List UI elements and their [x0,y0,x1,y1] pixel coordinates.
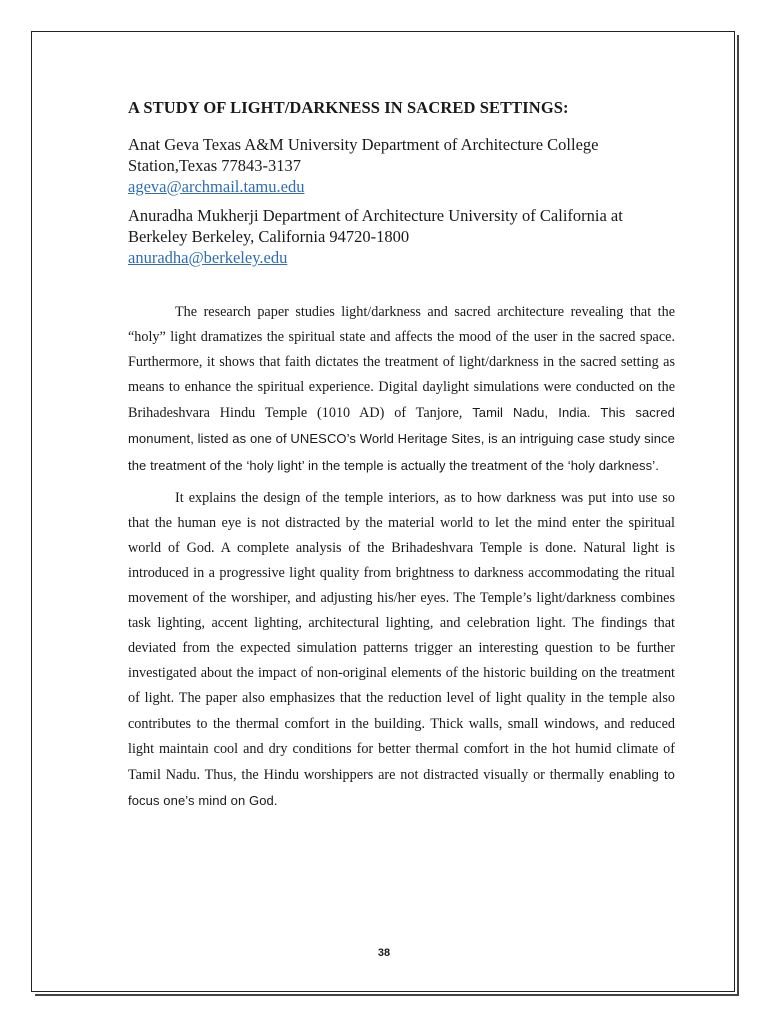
page-content [128,98,675,821]
author-affiliation-2: Anuradha Mukherji Department of Architecture University of California at Berkeley Berkeley, California 94720-1800 [128,206,623,246]
abstract-paragraph-2 [128,486,675,814]
author-email-2[interactable]: anuradha@berkeley.edu [128,248,288,267]
author-affiliation-1: Anat Geva Texas A&M University Department of Architecture College Station,Texas 77843-3137 [128,135,599,175]
abstract-p2-sans: enabling to focus one’s mind on God. [128,766,675,808]
abstract-p1-serif: The research paper studies light/darkness and sacred architecture revealing that the “holy” light dramatizes the spiritual state and affects the mood of the user in the sacred space. Furthermore, it shows that faith dictates the treatment of light/darkness in the sacred setting as means to enhance the spiritual experience. Digital daylight simulations were conducted on the Brihadeshvara Hindu Temple (1010 AD) of Tanjore, [128,304,675,422]
paper-title: A STUDY OF LIGHT/DARKNESS IN SACRED SETTINGS: [128,98,569,117]
abstract-p2-serif: It explains the design of the temple interiors, as to how darkness was put into use so that the human eye is not distracted by the material world to let the mind enter the spiritual world of God. A complete analysis of the Brihadeshvara Temple is done. Natural light is introduced in a progressive light quality from brightness to darkness accommodating the ritual movement of the worshiper, and adjusting his/her eyes. The Temple’s light/darkness combines task lighting, accent lighting, architectural lighting, and celebration light. The findings that deviated from the expected simulation patterns trigger an interesting question to be further investigated about the impact of non-original elements of the historic building on the treatment of light. The paper also emphasizes that the reduction level of light quality in the temple also contributes to the thermal comfort in the building. Thick walls, small windows, and reduced light maintain cool and dry conditions for better thermal comfort in the hot humid climate of Tamil Nadu. Thus, the Hindu worshippers are not distracted visually or thermally [128,489,675,783]
author-block-2 [128,205,675,268]
author-email-1[interactable]: ageva@archmail.tamu.edu [128,177,305,196]
abstract-p1-sans: Tamil Nadu, India. This sacred monument, listed as one of UNESCO’s World Heritage Sites, is an intriguing case study since the treatment of the ‘holy light’ in the temple is actually the treatment of the ‘holy darkness’. [128,405,675,473]
abstract [128,300,675,814]
author-block-1 [128,134,675,197]
abstract-paragraph-1 [128,300,675,479]
page-number: 38 [377,947,391,959]
